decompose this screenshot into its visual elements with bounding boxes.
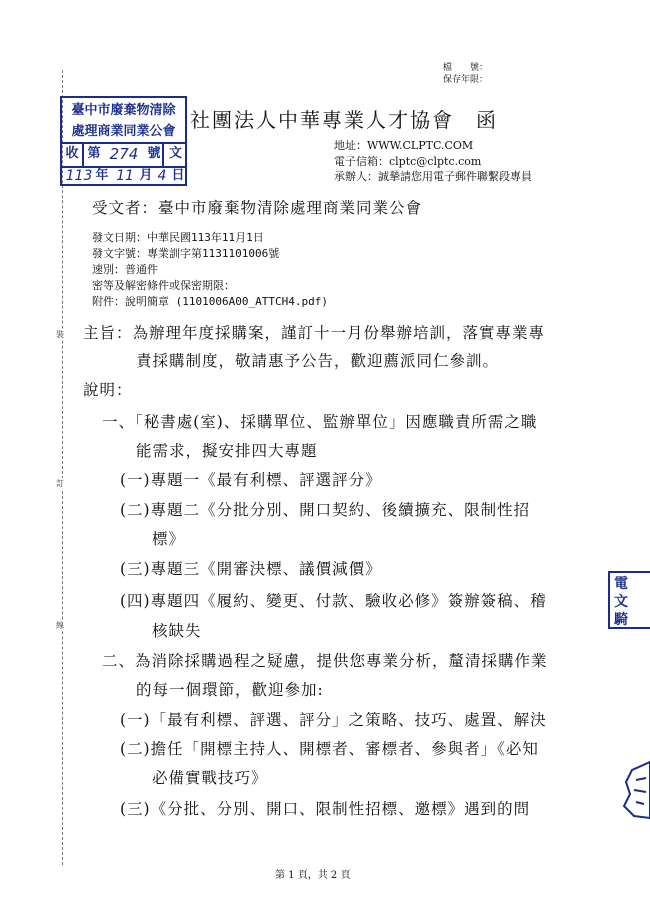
page-number: 第 1 頁，共 2 頁: [275, 870, 351, 881]
stamp-recv-suffix: 號: [146, 144, 164, 166]
doc-number: 發文字號：專業訓字第1131101006號: [92, 247, 280, 260]
item2-sub-2-line-2: 必備實戰技巧》: [152, 769, 268, 787]
file-number-label: 檔 號：: [443, 63, 489, 73]
item1-sub-2-line-1: (二)專題二《分批分別、開口契約、後續擴充、限制性招: [120, 501, 531, 519]
stamp-date-row: [62, 166, 185, 186]
item1-sub-4-line-2: 核缺失: [152, 622, 202, 640]
item1-line-1: 一、「秘書處(室)、採購單位、監辦單位」因應職責所需之職: [102, 413, 538, 431]
binding-char-1: 裝: [56, 330, 64, 339]
item1-sub-1: (一)專題一《最有利標、評選評分》: [120, 471, 382, 489]
org-email: 電子信箱：clptc@clptc.com: [334, 155, 482, 168]
subject-line-1: 主旨：為辦理年度採購案，謹訂十一月份舉辦培訓，落實專業專: [83, 324, 546, 342]
stamp-org-line1: 臺中市廢棄物清除: [71, 103, 176, 118]
stamp-org-line2: 處理商業同業公會: [71, 124, 176, 139]
item1-sub-3: (三)專題三《開審決標、議價減價》: [120, 560, 382, 578]
speed: 速別：普通件: [92, 263, 158, 276]
edge-seal-char-1: 電: [614, 576, 628, 592]
stamp-recv-number: 274: [109, 145, 139, 163]
stamp-org: [62, 98, 185, 144]
stamp-recv-char: 收: [62, 144, 84, 166]
stamp-date-day-char: 日: [171, 168, 185, 183]
stamp-receipt-row: [62, 144, 185, 168]
received-stamp: [60, 96, 187, 186]
item2-sub-1: (一)「最有利標、評選、評分」之策略、技巧、處置、解決: [120, 711, 547, 729]
stamp-date-month-char: 月: [139, 168, 153, 183]
stamp-date-year-char: 年: [95, 168, 109, 183]
recipient: 受文者：臺中市廢棄物清除處理商業同業公會: [92, 199, 423, 217]
edge-seal-fragment: [620, 760, 650, 820]
letter-title: 社團法人中華專業人才協會 函: [190, 108, 498, 132]
item1-sub-4-line-1: (四)專題四《履約、變更、付款、驗收必修》簽辦簽稿、稽: [120, 592, 547, 610]
item2-sub-3: (三)《分批、分別、開口、限制性招標、邀標》遇到的問: [120, 800, 531, 818]
item1-sub-2-line-2: 標》: [152, 530, 186, 548]
retention-label: 保存年限：: [443, 75, 489, 85]
subject-line-2: 責採購制度，敬請惠予公告，歡迎薦派同仁參訓。: [136, 352, 500, 370]
binding-line: [62, 70, 63, 865]
stamp-date-day: 4: [157, 168, 167, 184]
edge-seal-stamp: [608, 571, 650, 629]
item2-line-1: 二、為消除採購過程之疑慮，提供您專業分析，釐清採購作業: [102, 652, 548, 670]
stamp-date-month: 11: [116, 168, 134, 184]
secrecy: 密等及解密條件或保密期限：: [92, 279, 235, 292]
edge-seal-char-2: 文: [614, 594, 628, 610]
binding-char-3: 線: [56, 621, 64, 630]
attachment: 附件：說明簡章 (1101006A00_ATTCH4.pdf): [92, 295, 328, 308]
stamp-recv-doc: 文: [168, 146, 182, 161]
item1-line-2: 能需求，擬安排四大專題: [136, 442, 318, 460]
org-contact: 承辦人：誠摯請您用電子郵件聯繫段專員: [334, 170, 532, 183]
item2-sub-2-line-1: (二)擔任「開標主持人、開標者、審標者、參與者」《必知: [120, 740, 539, 758]
stamp-date-year: 113: [65, 168, 93, 184]
org-address: 地址：WWW.CLPTC.COM: [334, 139, 474, 152]
binding-char-2: 訂: [56, 479, 64, 488]
edge-seal-char-3: 騎: [614, 612, 628, 628]
issue-date: 發文日期：中華民國113年11月1日: [92, 231, 264, 244]
description-label: 說明：: [83, 381, 133, 399]
stamp-recv-prefix: 第: [87, 146, 101, 161]
item2-line-2: 的每一個環節，歡迎參加:: [136, 681, 324, 699]
